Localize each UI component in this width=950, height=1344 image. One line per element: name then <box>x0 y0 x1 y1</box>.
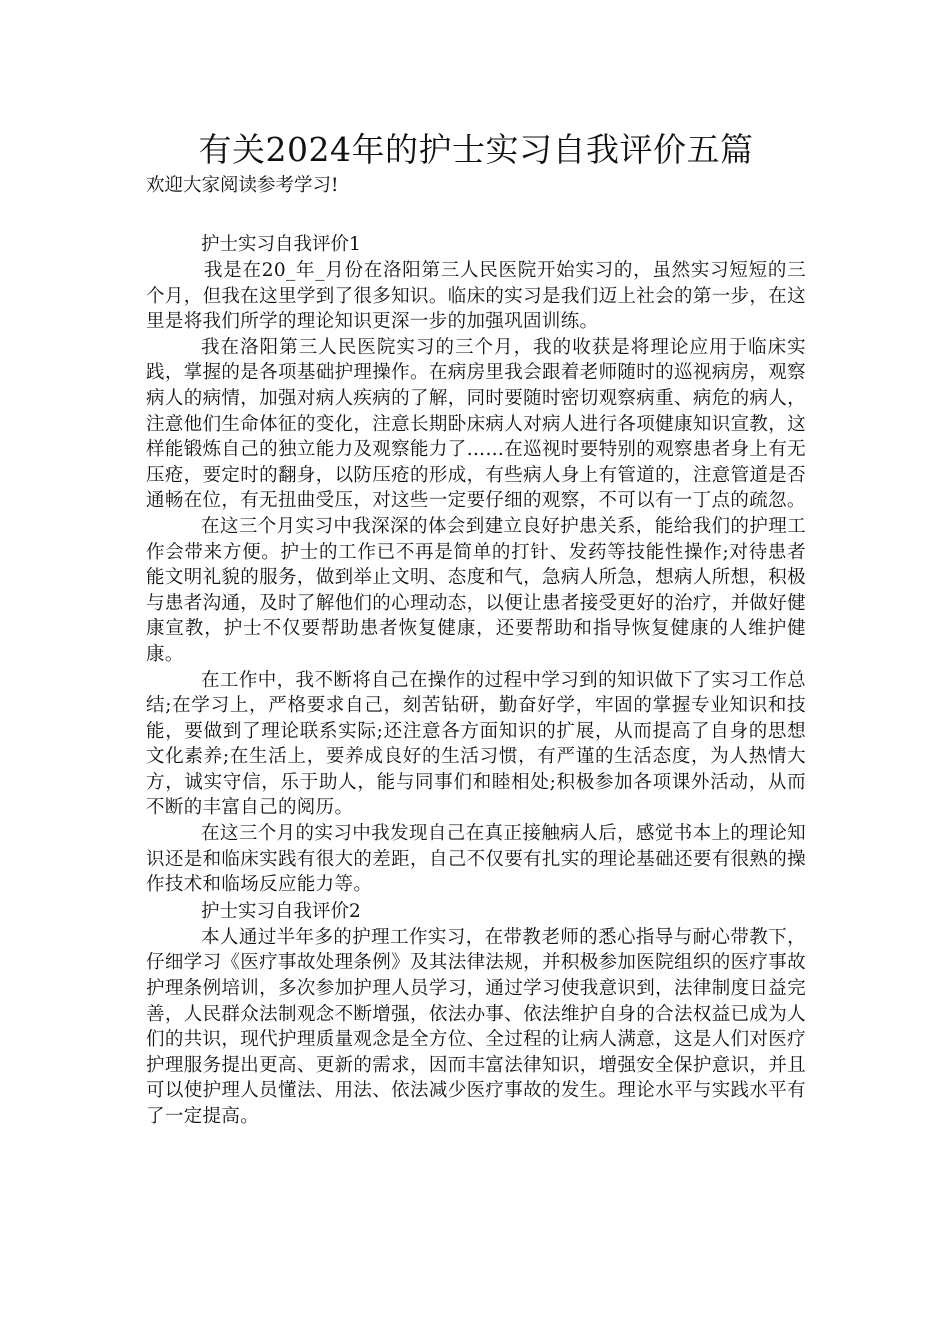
intro-text: 欢迎大家阅读参考学习! <box>146 175 339 196</box>
document-page <box>146 128 806 1130</box>
section-heading-2: 护士实习自我评价2 <box>201 900 361 922</box>
paragraph: 本人通过半年多的护理工作实习，在带教老师的悉心指导与耐心带教下，仔细学习《医疗事故处理条例》及其法律法规，并积极参加医院组织的医疗事故护理条例培训，多次参加护理人员学习，通过学习使我意识到，法律制度日益完善，人民群众法制观念不断增强，依法办事、依法维护自身的合法权益已成为人们的共识，现代护理质量观念是全方位、全过程的让病人满意，这是人们对医疗护理服务提出更高、更新的需求，因而丰富法律知识，增强安全保护意识，并且可以使护理人员懂法、用法、依法减少医疗事故的发生。理论水平与实践水平有了一定提高。 <box>146 926 806 1127</box>
paragraph: 我是在20_年_月份在洛阳第三人民医院开始实习的，虽然实习短短的三个月，但我在这里学到了很多知识。临床的实习是我们迈上社会的第一步，在这里是将我们所学的理论知识更深一步的加强巩固训练。 <box>146 260 806 333</box>
section-heading-1: 护士实习自我评价1 <box>201 234 361 255</box>
paragraph: 我在洛阳第三人民医院实习的三个月，我的收获是将理论应用于临床实践，掌握的是各项基础护理操作。在病房里我会跟着老师随时的巡视病房，观察病人的病情，加强对病人疾病的了解，同时要随时密切观察病重、病危的病人，注意他们生命体征的变化，注意长期卧床病人对病人进行各项健康知识宣教，这样能锻炼自己的独立能力及观察能力了……在巡视时要特别的观察患者身上有无压疮，要定时的翻身，以防压疮的形成，有些病人身上有管道的，注意管道是否通畅在位，有无扭曲受压，对这些一定要仔细的观察，不可以有一丁点的疏忽。 <box>146 336 806 512</box>
paragraph: 在这三个月实习中我深深的体会到建立良好护患关系，能给我们的护理工作会带来方便。护士的工作已不再是简单的打针、发药等技能性操作;对待患者能文明礼貌的服务，做到举止文明、态度和气，急病人所急，想病人所想，积极与患者沟通，及时了解他们的心理动态，以便让患者接受更好的治疗，并做好健康宣教，护士不仅要帮助患者恢复健康，还要帮助和指导恢复健康的人维护健康。 <box>146 515 806 665</box>
paragraph: 在工作中，我不断将自己在操作的过程中学习到的知识做下了实习工作总结;在学习上，严格要求自己，刻苦钻研，勤奋好学，牢固的掌握专业知识和技能，要做到了理论联系实际;还注意各方面知识的扩展，从而提高了自身的思想文化素养;在生活上，要养成良好的生活习惯，有严谨的生活态度，为人热情大方，诚实守信，乐于助人，能与同事们和睦相处;积极参加各项课外活动，从而不断的丰富自己的阅历。 <box>146 669 806 819</box>
paragraph: 在这三个月的实习中我发现自己在真正接触病人后，感觉书本上的理论知识还是和临床实践有很大的差距，自己不仅要有扎实的理论基础还要有很熟的操作技术和临场反应能力等。 <box>146 823 806 896</box>
document-title: 有关2024年的护士实习自我评价五篇 <box>198 130 754 169</box>
